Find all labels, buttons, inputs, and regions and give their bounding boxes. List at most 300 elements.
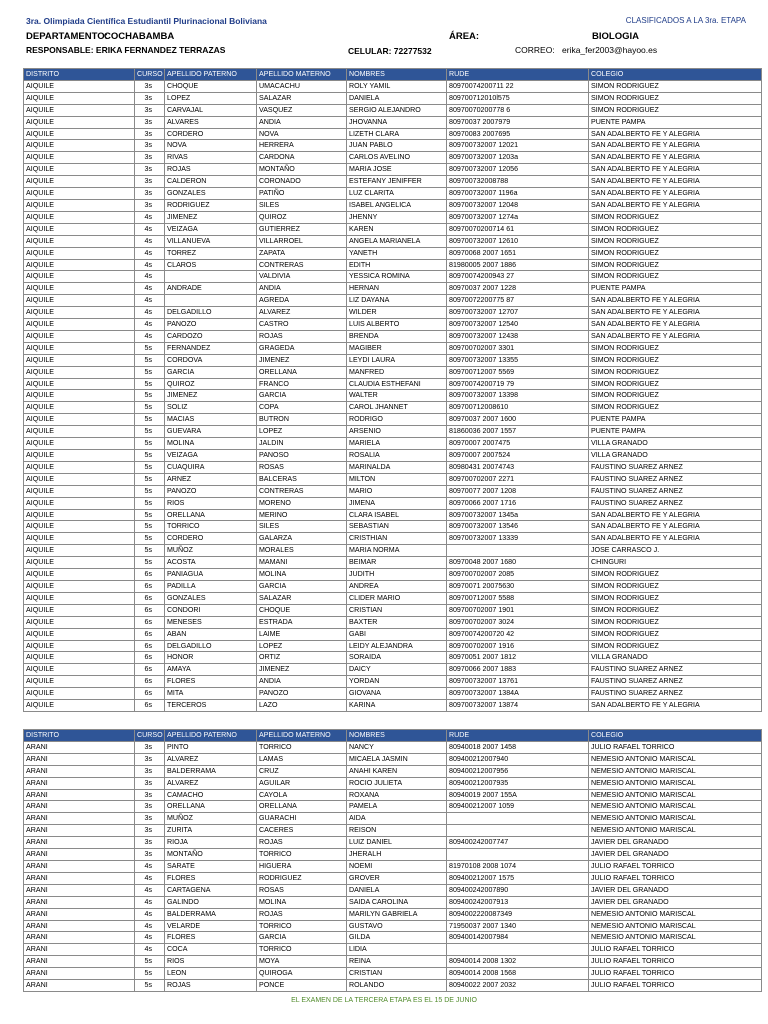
distrito-cell: AIQUILE: [24, 450, 135, 462]
curso-cell: 5s: [135, 342, 165, 354]
curso-cell: 4s: [135, 295, 165, 307]
curso-cell: 5s: [135, 402, 165, 414]
rude-cell: 80970070200778 6: [447, 104, 589, 116]
nombres-cell: ANDREA: [347, 580, 447, 592]
apellido-paterno-cell: GUEVARA: [165, 426, 257, 438]
apellido-materno-cell: CHOQUE: [257, 604, 347, 616]
apellido-paterno-cell: [165, 295, 257, 307]
apellido-materno-cell: FRANCO: [257, 378, 347, 390]
apellido-paterno-cell: CARVAJAL: [165, 104, 257, 116]
apellido-paterno-cell: SOLIZ: [165, 402, 257, 414]
apellido-materno-cell: ORELLANA: [257, 801, 347, 813]
departamento-value: COCHABAMBA: [104, 31, 175, 42]
nombres-cell: JUDITH: [347, 569, 447, 581]
apellido-paterno-cell: FLORES: [165, 676, 257, 688]
apellido-paterno-cell: HONOR: [165, 652, 257, 664]
apellido-paterno-cell: CORDOVA: [165, 354, 257, 366]
distrito-cell: AIQUILE: [24, 533, 135, 545]
apellido-paterno-cell: CHOQUE: [165, 80, 257, 92]
table-row: [24, 628, 762, 640]
apellido-paterno-cell: CORDERO: [165, 128, 257, 140]
apellido-materno-cell: ANDIA: [257, 676, 347, 688]
col-apellido-materno-header: APELLIDO MATERNO: [257, 69, 347, 81]
col-rude-header: RUDE: [447, 69, 589, 81]
rude-cell: 81970108 2008 1074: [447, 860, 589, 872]
correo-label: CORREO:: [515, 45, 555, 55]
table-row: [24, 461, 762, 473]
curso-cell: 4s: [135, 271, 165, 283]
curso-cell: 4s: [135, 283, 165, 295]
apellido-paterno-cell: MACIAS: [165, 414, 257, 426]
nombres-cell: MARILYN GABRIELA: [347, 908, 447, 920]
nombres-cell: MARIO: [347, 485, 447, 497]
distrito-cell: AIQUILE: [24, 557, 135, 569]
colegio-cell: SAN ADALBERTO FE Y ALEGRIA: [589, 700, 762, 712]
rude-cell: 809700732007 13339: [447, 533, 589, 545]
apellido-materno-cell: SALAZAR: [257, 592, 347, 604]
apellido-paterno-cell: VILLANUEVA: [165, 235, 257, 247]
apellido-materno-cell: TORRICO: [257, 741, 347, 753]
table-row: [24, 188, 762, 200]
nombres-cell: LEYDI LAURA: [347, 354, 447, 366]
rude-cell: 809400242007890: [447, 884, 589, 896]
table-row: [24, 908, 762, 920]
rude-cell: 80970066 2007 1716: [447, 497, 589, 509]
curso-cell: 3s: [135, 140, 165, 152]
curso-cell: 3s: [135, 801, 165, 813]
nombres-cell: GUSTAVO: [347, 920, 447, 932]
rude-cell: 809700732007 13355: [447, 354, 589, 366]
apellido-paterno-cell: LOPEZ: [165, 92, 257, 104]
apellido-paterno-cell: ACOSTA: [165, 557, 257, 569]
distrito-cell: ARANI: [24, 896, 135, 908]
rude-cell: 80970066 2007 1883: [447, 664, 589, 676]
distrito-cell: AIQUILE: [24, 628, 135, 640]
distrito-cell: AIQUILE: [24, 664, 135, 676]
distrito-cell: AIQUILE: [24, 545, 135, 557]
apellido-materno-cell: HIGUERA: [257, 860, 347, 872]
distrito-cell: ARANI: [24, 872, 135, 884]
nombres-cell: MARIA NORMA: [347, 545, 447, 557]
rude-cell: 80970074200943 27: [447, 271, 589, 283]
curso-cell: 3s: [135, 813, 165, 825]
distrito-cell: ARANI: [24, 908, 135, 920]
rude-cell: 80940022 2007 2032: [447, 980, 589, 992]
apellido-materno-cell: QUIROZ: [257, 211, 347, 223]
table-row: [24, 104, 762, 116]
distrito-cell: AIQUILE: [24, 164, 135, 176]
table-row: [24, 211, 762, 223]
arani-table: [23, 729, 762, 992]
distrito-cell: AIQUILE: [24, 199, 135, 211]
apellido-materno-cell: LAZO: [257, 700, 347, 712]
table-row: [24, 801, 762, 813]
colegio-cell: SAN ADALBERTO FE Y ALEGRIA: [589, 307, 762, 319]
apellido-materno-cell: PONCE: [257, 980, 347, 992]
apellido-paterno-cell: CONDORI: [165, 604, 257, 616]
distrito-cell: AIQUILE: [24, 354, 135, 366]
rude-cell: 80970071 20075630: [447, 580, 589, 592]
curso-cell: 5s: [135, 533, 165, 545]
col-curso-header: CURSO: [135, 69, 165, 81]
apellido-paterno-cell: RIOS: [165, 497, 257, 509]
apellido-paterno-cell: ORELLANA: [165, 509, 257, 521]
colegio-cell: SIMON RODRIGUEZ: [589, 80, 762, 92]
nombres-cell: CRISTIAN: [347, 604, 447, 616]
table-row: [24, 545, 762, 557]
apellido-paterno-cell: MITA: [165, 688, 257, 700]
apellido-materno-cell: LAIME: [257, 628, 347, 640]
colegio-cell: NEMESIO ANTONIO MARISCAL: [589, 789, 762, 801]
rude-cell: 80970007 2007524: [447, 450, 589, 462]
nombres-cell: HERNAN: [347, 283, 447, 295]
apellido-materno-cell: GARCIA: [257, 932, 347, 944]
distrito-cell: AIQUILE: [24, 378, 135, 390]
table-row: [24, 485, 762, 497]
curso-cell: 6s: [135, 628, 165, 640]
rude-cell: 80940019 2007 155A: [447, 789, 589, 801]
apellido-paterno-cell: GALINDO: [165, 896, 257, 908]
apellido-materno-cell: LOPEZ: [257, 640, 347, 652]
colegio-cell: SIMON RODRIGUEZ: [589, 378, 762, 390]
table-row: [24, 521, 762, 533]
distrito-cell: ARANI: [24, 920, 135, 932]
curso-cell: 4s: [135, 896, 165, 908]
apellido-paterno-cell: LEON: [165, 968, 257, 980]
nombres-cell: GIOVANA: [347, 688, 447, 700]
apellido-paterno-cell: TERCEROS: [165, 700, 257, 712]
nombres-cell: WILDER: [347, 307, 447, 319]
colegio-cell: SAN ADALBERTO FE Y ALEGRIA: [589, 188, 762, 200]
apellido-paterno-cell: MOLINA: [165, 438, 257, 450]
table-row: [24, 152, 762, 164]
curso-cell: 4s: [135, 884, 165, 896]
nombres-cell: ROXANA: [347, 789, 447, 801]
apellido-paterno-cell: PANOZO: [165, 319, 257, 331]
colegio-cell: NEMESIO ANTONIO MARISCAL: [589, 765, 762, 777]
curso-cell: 3s: [135, 152, 165, 164]
col-distrito-header: DISTRITO: [24, 730, 135, 742]
distrito-cell: AIQUILE: [24, 140, 135, 152]
nombres-cell: MARIELA: [347, 438, 447, 450]
table-row: [24, 140, 762, 152]
colegio-cell: SAN ADALBERTO FE Y ALEGRIA: [589, 176, 762, 188]
colegio-cell: SAN ADALBERTO FE Y ALEGRIA: [589, 509, 762, 521]
curso-cell: 5s: [135, 557, 165, 569]
nombres-cell: BAXTER: [347, 616, 447, 628]
apellido-materno-cell: BALCERAS: [257, 473, 347, 485]
apellido-paterno-cell: GONZALES: [165, 188, 257, 200]
curso-cell: 5s: [135, 956, 165, 968]
col-curso-header: CURSO: [135, 730, 165, 742]
distrito-cell: AIQUILE: [24, 307, 135, 319]
apellido-paterno-cell: ALVAREZ: [165, 777, 257, 789]
curso-cell: 4s: [135, 860, 165, 872]
rude-cell: 80970070200714 61: [447, 223, 589, 235]
rude-cell: 809400212007940: [447, 753, 589, 765]
table-row: [24, 271, 762, 283]
rude-cell: 80940018 2007 1458: [447, 741, 589, 753]
nombres-cell: CLAUDIA ESTHEFANI: [347, 378, 447, 390]
curso-cell: 6s: [135, 604, 165, 616]
curso-cell: 5s: [135, 438, 165, 450]
rude-cell: 809700732007 12610: [447, 235, 589, 247]
table-row: [24, 640, 762, 652]
distrito-cell: AIQUILE: [24, 366, 135, 378]
nombres-cell: SERGIO ALEJANDRO: [347, 104, 447, 116]
responsable: RESPONSABLE: ERIKA FERNANDEZ TERRAZAS: [26, 45, 226, 55]
table-row: [24, 176, 762, 188]
curso-cell: 3s: [135, 777, 165, 789]
apellido-paterno-cell: VEIZAGA: [165, 450, 257, 462]
apellido-paterno-cell: FLORES: [165, 872, 257, 884]
table-row: [24, 235, 762, 247]
apellido-materno-cell: RODRIGUEZ: [257, 872, 347, 884]
apellido-materno-cell: CASTRO: [257, 319, 347, 331]
apellido-materno-cell: LOPEZ: [257, 426, 347, 438]
colegio-cell: SIMON RODRIGUEZ: [589, 592, 762, 604]
distrito-cell: AIQUILE: [24, 438, 135, 450]
apellido-materno-cell: SILES: [257, 199, 347, 211]
nombres-cell: WALTER: [347, 390, 447, 402]
apellido-materno-cell: ALVAREZ: [257, 307, 347, 319]
table-row: [24, 390, 762, 402]
rude-cell: 80970074200711 22: [447, 80, 589, 92]
rude-cell: 809400212007 1059: [447, 801, 589, 813]
apellido-paterno-cell: TORRICO: [165, 521, 257, 533]
curso-cell: 3s: [135, 164, 165, 176]
apellido-paterno-cell: MUÑOZ: [165, 545, 257, 557]
nombres-cell: ROLANDO: [347, 980, 447, 992]
table-row: [24, 825, 762, 837]
rude-cell: 809700732007 1384A: [447, 688, 589, 700]
apellido-paterno-cell: CORDERO: [165, 533, 257, 545]
colegio-cell: JULIO RAFAEL TORRICO: [589, 860, 762, 872]
apellido-materno-cell: AGREDA: [257, 295, 347, 307]
apellido-materno-cell: TORRICO: [257, 944, 347, 956]
nombres-cell: GROVER: [347, 872, 447, 884]
rude-cell: 809700732007 1345a: [447, 509, 589, 521]
table-row: [24, 450, 762, 462]
apellido-materno-cell: CORONADO: [257, 176, 347, 188]
apellido-paterno-cell: BALDERRAMA: [165, 765, 257, 777]
apellido-materno-cell: ESTRADA: [257, 616, 347, 628]
curso-cell: 4s: [135, 223, 165, 235]
nombres-cell: MARINALDA: [347, 461, 447, 473]
nombres-cell: ROCIO JULIETA: [347, 777, 447, 789]
apellido-materno-cell: ROSAS: [257, 461, 347, 473]
table-row: [24, 223, 762, 235]
nombres-cell: CAROL JHANNET: [347, 402, 447, 414]
colegio-cell: JULIO RAFAEL TORRICO: [589, 944, 762, 956]
rude-cell: [447, 545, 589, 557]
distrito-cell: AIQUILE: [24, 128, 135, 140]
apellido-materno-cell: QUIROGA: [257, 968, 347, 980]
curso-cell: 4s: [135, 872, 165, 884]
table-row: [24, 765, 762, 777]
distrito-cell: AIQUILE: [24, 104, 135, 116]
rude-cell: 809700712010l575: [447, 92, 589, 104]
rude-cell: 8094002220087349: [447, 908, 589, 920]
rude-cell: 80970068 2007 1651: [447, 247, 589, 259]
curso-cell: 5s: [135, 509, 165, 521]
colegio-cell: JULIO RAFAEL TORRICO: [589, 980, 762, 992]
table-header-row: [24, 730, 762, 742]
nombres-cell: DANIELA: [347, 92, 447, 104]
nombres-cell: CLARA ISABEL: [347, 509, 447, 521]
table-row: [24, 944, 762, 956]
nombres-cell: MAGIBER: [347, 342, 447, 354]
colegio-cell: SAN ADALBERTO FE Y ALEGRIA: [589, 128, 762, 140]
colegio-cell: SAN ADALBERTO FE Y ALEGRIA: [589, 319, 762, 331]
curso-cell: 4s: [135, 944, 165, 956]
rude-cell: 809700702007 1901: [447, 604, 589, 616]
nombres-cell: GILDA: [347, 932, 447, 944]
table-row: [24, 676, 762, 688]
table-row: [24, 438, 762, 450]
apellido-materno-cell: COPA: [257, 402, 347, 414]
col-nombres-header: NOMBRES: [347, 730, 447, 742]
apellido-materno-cell: VASQUEZ: [257, 104, 347, 116]
curso-cell: 4s: [135, 247, 165, 259]
apellido-paterno-cell: PINTO: [165, 741, 257, 753]
colegio-cell: SAN ADALBERTO FE Y ALEGRIA: [589, 199, 762, 211]
apellido-materno-cell: PANOSO: [257, 450, 347, 462]
curso-cell: 5s: [135, 378, 165, 390]
rude-cell: 80970048 2007 1680: [447, 557, 589, 569]
correo-value: erika_fer2003@hayoo.es: [562, 45, 658, 55]
distrito-cell: ARANI: [24, 837, 135, 849]
apellido-paterno-cell: COCA: [165, 944, 257, 956]
rude-cell: 80980431 20074743: [447, 461, 589, 473]
apellido-paterno-cell: ROJAS: [165, 980, 257, 992]
table-row: [24, 860, 762, 872]
rude-cell: [447, 813, 589, 825]
apellido-paterno-cell: CARDOZO: [165, 330, 257, 342]
nombres-cell: JIMENA: [347, 497, 447, 509]
rude-cell: 80970083 2007695: [447, 128, 589, 140]
distrito-cell: ARANI: [24, 884, 135, 896]
apellido-materno-cell: MAMANI: [257, 557, 347, 569]
table-header-row: [24, 69, 762, 81]
apellido-materno-cell: TORRICO: [257, 849, 347, 861]
apellido-paterno-cell: CUAQUIRA: [165, 461, 257, 473]
apellido-paterno-cell: ABAN: [165, 628, 257, 640]
colegio-cell: SAN ADALBERTO FE Y ALEGRIA: [589, 152, 762, 164]
distrito-cell: ARANI: [24, 980, 135, 992]
nombres-cell: REISON: [347, 825, 447, 837]
table-row: [24, 402, 762, 414]
colegio-cell: JAVIER DEL GRANADO: [589, 837, 762, 849]
rude-cell: 809700732007 13546: [447, 521, 589, 533]
curso-cell: 5s: [135, 980, 165, 992]
rude-cell: 81980005 2007 1886: [447, 259, 589, 271]
apellido-materno-cell: GARCIA: [257, 580, 347, 592]
apellido-materno-cell: ORTIZ: [257, 652, 347, 664]
table-row: [24, 932, 762, 944]
table-row: [24, 354, 762, 366]
nombres-cell: MILTON: [347, 473, 447, 485]
distrito-cell: AIQUILE: [24, 295, 135, 307]
curso-cell: 4s: [135, 319, 165, 331]
distrito-cell: AIQUILE: [24, 414, 135, 426]
apellido-paterno-cell: GONZALES: [165, 592, 257, 604]
distrito-cell: AIQUILE: [24, 521, 135, 533]
table-row: [24, 980, 762, 992]
table-row: [24, 92, 762, 104]
curso-cell: 3s: [135, 765, 165, 777]
rude-cell: 81860036 2007 1557: [447, 426, 589, 438]
olympiad-title: 3ra. Olimpiada Científica Estudiantil Plurinacional Boliviana: [26, 16, 267, 26]
nombres-cell: ARSENIO: [347, 426, 447, 438]
curso-cell: 5s: [135, 545, 165, 557]
nombres-cell: CRISTIAN: [347, 968, 447, 980]
apellido-paterno-cell: JIMENEZ: [165, 211, 257, 223]
apellido-materno-cell: MOLINA: [257, 896, 347, 908]
colegio-cell: SIMON RODRIGUEZ: [589, 580, 762, 592]
distrito-cell: ARANI: [24, 968, 135, 980]
nombres-cell: LUZ CLARITA: [347, 188, 447, 200]
curso-cell: 4s: [135, 920, 165, 932]
colegio-cell: SIMON RODRIGUEZ: [589, 342, 762, 354]
rude-cell: 809700732007 12540: [447, 319, 589, 331]
apellido-materno-cell: CRUZ: [257, 765, 347, 777]
apellido-paterno-cell: ORELLANA: [165, 801, 257, 813]
colegio-cell: SAN ADALBERTO FE Y ALEGRIA: [589, 295, 762, 307]
table-row: [24, 473, 762, 485]
nombres-cell: MARIA JOSE: [347, 164, 447, 176]
apellido-materno-cell: CAYOLA: [257, 789, 347, 801]
distrito-cell: AIQUILE: [24, 569, 135, 581]
col-distrito-header: DISTRITO: [24, 69, 135, 81]
table-row: [24, 259, 762, 271]
apellido-materno-cell: MOLINA: [257, 569, 347, 581]
apellido-paterno-cell: TORREZ: [165, 247, 257, 259]
rude-cell: 80970007 2007475: [447, 438, 589, 450]
apellido-paterno-cell: QUIROZ: [165, 378, 257, 390]
rude-cell: 809700732007 12056: [447, 164, 589, 176]
nombres-cell: ISABEL ANGELICA: [347, 199, 447, 211]
nombres-cell: ESTEFANY JENIFFER: [347, 176, 447, 188]
apellido-materno-cell: MORALES: [257, 545, 347, 557]
apellido-paterno-cell: ARNEZ: [165, 473, 257, 485]
table-row: [24, 295, 762, 307]
table-row: [24, 604, 762, 616]
curso-cell: 3s: [135, 837, 165, 849]
apellido-paterno-cell: GARCIA: [165, 366, 257, 378]
apellido-materno-cell: LAMAS: [257, 753, 347, 765]
curso-cell: 6s: [135, 592, 165, 604]
curso-cell: 6s: [135, 688, 165, 700]
distrito-cell: AIQUILE: [24, 402, 135, 414]
table-row: [24, 247, 762, 259]
curso-cell: 5s: [135, 473, 165, 485]
curso-cell: 4s: [135, 330, 165, 342]
colegio-cell: NEMESIO ANTONIO MARISCAL: [589, 777, 762, 789]
table-row: [24, 688, 762, 700]
distrito-cell: AIQUILE: [24, 616, 135, 628]
apellido-materno-cell: TORRICO: [257, 920, 347, 932]
rude-cell: 80970037 2007 1600: [447, 414, 589, 426]
curso-cell: 3s: [135, 104, 165, 116]
distrito-cell: AIQUILE: [24, 259, 135, 271]
rude-cell: 80970051 2007 1812: [447, 652, 589, 664]
apellido-paterno-cell: ALVAREZ: [165, 753, 257, 765]
rude-cell: 809400212007 1575: [447, 872, 589, 884]
nombres-cell: GABI: [347, 628, 447, 640]
curso-cell: 4s: [135, 908, 165, 920]
distrito-cell: AIQUILE: [24, 271, 135, 283]
